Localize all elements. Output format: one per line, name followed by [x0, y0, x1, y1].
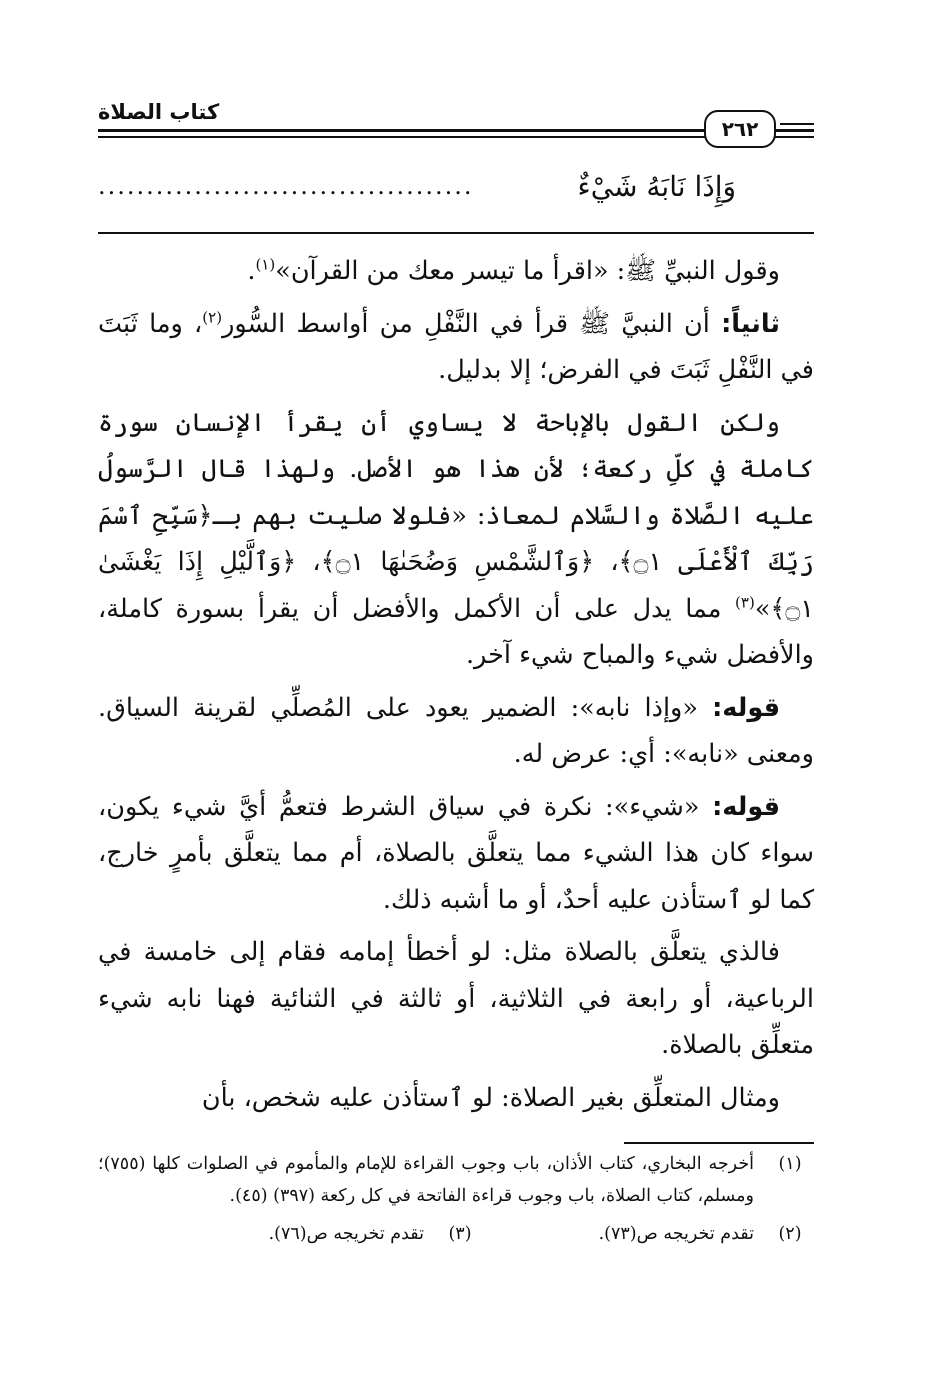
paragraph-text: فالذي يتعلَّق بالصلاة مثل: لو أخطأ إمامه فقام إلى خامسة في الرباعية، أو رابعة في الثلاثية، أو ثالثة في الثنائية فهنا نابه شيء متعلِّق بالصلاة. — [98, 937, 814, 1060]
matn-dots: ....................................... — [98, 172, 474, 200]
commentary-body — [98, 248, 814, 1127]
footnote-ref: (١) — [255, 255, 276, 274]
matn-line — [98, 166, 814, 218]
paragraph-text: ومثال المتعلِّق بغير الصلاة: لو ٱستأذن عليه شخص، بأن — [201, 1082, 780, 1113]
footnotes — [98, 1148, 814, 1250]
matn-quote: «وإذا نابه» — [579, 692, 713, 723]
footnote-3 — [269, 1218, 484, 1250]
paragraph-text: ، وما ثَبَتَ في النَّفْلِ ثَبَتَ في الفرض؛ إلا بدليل. — [98, 308, 814, 385]
paragraph-3 — [98, 400, 814, 679]
footnote-ref: (٣) — [735, 593, 755, 611]
paragraph-text: : نكرة في سياق الشرط فتعمُّ أيَّ شيء يكون، سواء كان هذا الشيء مما يتعلَّق بالصلاة، أم مما يتعلَّق بأمرٍ خارج، كما لو ٱستأذن عليه أحدٌ، أو ما أشبه ذلك. — [98, 791, 814, 915]
page-header — [98, 96, 814, 156]
footnote-number: (٢) — [778, 1224, 802, 1244]
running-title: كتاب الصلاة — [98, 100, 220, 124]
paragraph-text: . — [247, 256, 256, 286]
paragraph-4 — [98, 685, 814, 778]
footnote-text: تقدم تخريجه ص(٧٦). — [268, 1224, 424, 1244]
paragraph-lead: ثانياً: — [721, 308, 780, 339]
page-number: ٢٦٢ — [704, 110, 776, 148]
footnote-row — [98, 1218, 814, 1250]
page-number-stub-rule — [780, 129, 814, 131]
footnote-2 — [599, 1218, 814, 1250]
paragraph-text: مما يدل على أن الأكمل والأفضل أن يقرأ بسورة كاملة، والأفضل شيء والمباح شيء آخر. — [98, 593, 814, 670]
paragraph-text: ولكن القول بالإباحة لا يساوي أن يقرأ الإنسان سورة كاملة في كلِّ ركعة؛ لأن هذا هو الأصل. ولهذا قال الرَّسولُ عليه الصَّلاة والسَّلام لمعاذ: «فلولا صليت بهم بـ﴿سَبِّحِ ٱسْمَ رَبِّكَ ٱلْأَعْلَى ۝١﴾، ﴿وَٱلشَّمْسِ وَضُحَىٰهَا ۝١﴾، ﴿وَٱلَّيْلِ إِذَا يَغْشَىٰ ۝١﴾» — [98, 407, 815, 624]
paragraph-2 — [98, 301, 814, 394]
matn-separator — [98, 232, 814, 234]
paragraph-lead: قوله: — [712, 692, 781, 723]
page-number-stub-rule — [780, 123, 814, 125]
paragraph-1 — [98, 248, 814, 295]
footnote-text: تقدم تخريجه ص(٧٣). — [598, 1224, 754, 1244]
paragraph-7 — [98, 1075, 814, 1122]
matn-text: وَإِذَا نَابَهُ شَيْءٌ — [577, 170, 736, 203]
matn-quote: «شيء» — [613, 791, 713, 822]
paragraph-text: أن النبيَّ ﷺ قرأ في النَّفْلِ من أواسط السُّور — [222, 308, 722, 339]
footnote-number: (١) — [778, 1154, 802, 1174]
paragraph-text: : الضمير يعود على المُصلِّي لقرينة السياق. ومعنى «نابه»: أي: عرض له. — [98, 692, 814, 769]
footnote-ref: (٢) — [202, 308, 223, 326]
footnote-number: (٣) — [448, 1224, 472, 1244]
footnote-separator — [624, 1142, 814, 1144]
footnote-1 — [98, 1148, 814, 1212]
paragraph-text: وقول النبيِّ ﷺ: «اقرأ ما تيسر معك من القرآن» — [275, 256, 780, 286]
paragraph-6 — [98, 929, 814, 1069]
paragraph-lead: قوله: — [712, 791, 781, 822]
paragraph-5 — [98, 784, 814, 924]
footnote-text: أخرجه البخاري، كتاب الأذان، باب وجوب القراءة للإمام والمأموم في الصلوات كلها (٧٥٥)؛ ومسلم، كتاب الصلاة، باب وجوب قراءة الفاتحة في كل ركعة (٣٩٧) (٤٥). — [98, 1154, 754, 1206]
